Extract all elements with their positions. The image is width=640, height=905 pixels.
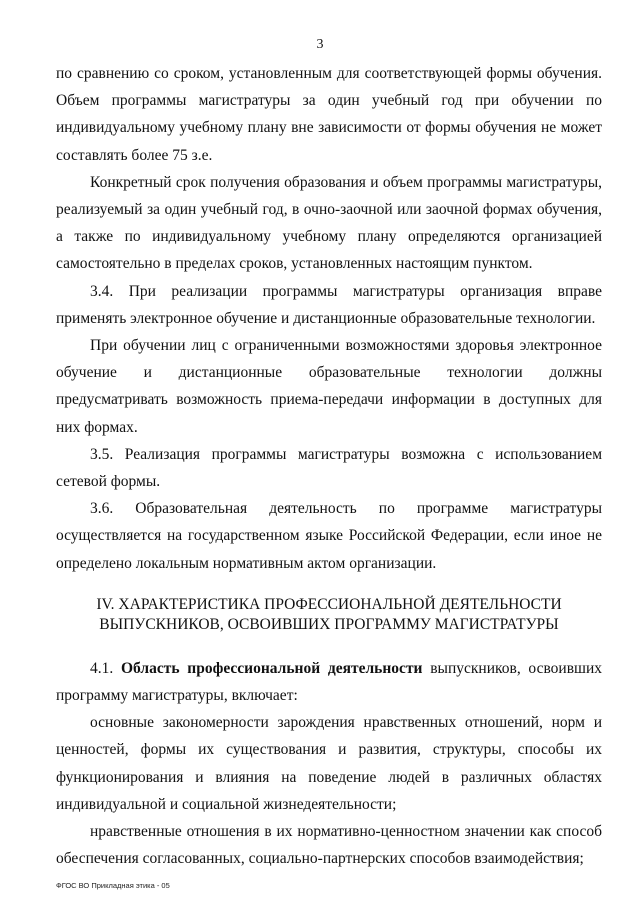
page-number: 3 [316, 37, 324, 52]
paragraph-term: Конкретный срок получения образования и объем программы магистратуры, реализуемый за один учебный год, в очно-заочной или заочной формах обучения, а также по индивидуальному учебному плану определяются организацией самостоятельно в пределах сроков, установленных настоящим пунктом. [56, 173, 602, 273]
paragraph-patterns: основные закономерности зарождения нравственных отношений, норм и ценностей, формы их существования и развития, структуры, способы их функционирования и влияния на поведение людей в различных областях индивидуальной и социальной жизнедеятельности; [56, 714, 602, 813]
paragraph-continuation: по сравнению со сроком, установленным для соответствующей формы обучения. Объем программы магистратуры за один учебный год при обучении по индивидуальному учебному плану вне зависимости от формы обучения не может составлять более 75 з.е. [56, 65, 602, 164]
paragraph-4-1-rest: выпускников, освоивших программу магистратуры, включает: [56, 659, 603, 705]
paragraph-relations: нравственные отношения в их нормативно-ценностном значении как способ обеспечения согласованных, социально-партнерских способов взаимодействия; [56, 823, 602, 868]
section-heading [56, 595, 602, 635]
paragraph-3-5: 3.5. Реализация программы магистратуры возможна с использованием сетевой формы. [56, 445, 602, 491]
paragraph-3-6: 3.6. Образовательная деятельность по программе магистратуры осуществляется на государственном языке Российской Федерации, если иное не определено локальным нормативным актом организации. [56, 500, 602, 572]
document-body [56, 60, 602, 872]
section-heading-line-1: IV. ХАРАКТЕРИСТИКА ПРОФЕССИОНАЛЬНОЙ ДЕЯТЕЛЬНОСТИ [96, 595, 562, 613]
paragraph-disabilities: При обучении лиц с ограниченными возможностями здоровья электронное обучение и дистанционные образовательные технологии должны предусматривать возможность приема-передачи информации в доступных для них формах. [56, 337, 602, 436]
footer-document-id: ФГОС ВО Прикладная этика - 05 [56, 881, 170, 890]
section-heading-line-2: ВЫПУСКНИКОВ, ОСВОИВШИХ ПРОГРАММУ МАГИСТРАТУРЫ [99, 615, 559, 633]
paragraph-4-1 [56, 655, 602, 709]
paragraph-4-1-bold: Область профессиональной деятельности [121, 659, 423, 677]
paragraph-4-1-number: 4.1. [90, 659, 114, 677]
paragraph-3-4: 3.4. При реализации программы магистратуры организация вправе применять электронное обучение и дистанционные образовательные технологии. [56, 282, 602, 327]
